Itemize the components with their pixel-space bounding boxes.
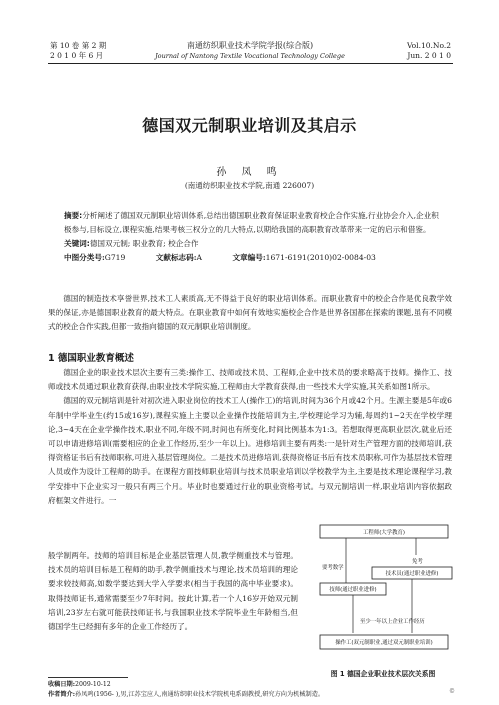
figure-1-caption: 图 1 德国企业职业技术层次关系图 — [330, 670, 436, 678]
author-affiliation: (南通纺织职业技术学院,南通 226007) — [184, 181, 315, 190]
keywords-label: 关键词: — [64, 239, 90, 248]
issue-info-left — [50, 41, 106, 61]
author-bio-text: 孙凤鸣(1956- ),男,江苏宝应人,南通纺织职业技术学院机电系副教授,研究方向为机械制造。 — [75, 691, 325, 698]
label-min-one-year: 至少一年以上企业工作经历 — [360, 619, 425, 625]
clc-label: 中图分类号: — [64, 253, 105, 262]
article-no-value: 1671-6191(2010)02-0084-03 — [265, 253, 376, 262]
abstract-text: 分析阐述了德国双元制职业培训体系,总结出德国职业教育保证职业教育校企合作实施,行业协会介入,企业积极参与,目标设立,课程实施,结果考核三权分立的几大特点,以期给我国的高职教育改革带来一定的启示和借鉴。 — [64, 211, 439, 234]
journal-name-cn: 南通纺织职业技术学院学报(综合版) — [186, 41, 314, 50]
clc-value: G719 — [104, 253, 126, 262]
left-column-text — [48, 549, 298, 634]
box-technician-label: 技术员(通过职业进修) — [385, 571, 439, 577]
received-date: 2009-10-12 — [75, 681, 111, 688]
header-rule — [48, 63, 453, 64]
section-1-paragraph-1: 德国企业的职业技术层次主要有三类:操作工、技师或技术员、工程师,企业中技术员的要求略高于技师。操作工、技师或技术员通过职业教育获得,由职业技术学院实施,工程师由大学教育获得,由一些技术大学实施,其关系如图1所示。 — [48, 368, 452, 392]
article-author: 孙 凤 鸣 — [216, 167, 283, 178]
running-header — [0, 0, 499, 62]
received-label: 收稿日期: — [48, 681, 76, 688]
keywords-text: 德国双元制; 职业教育; 校企合作 — [89, 239, 199, 248]
doc-code-value: A — [196, 253, 203, 262]
figure-1-diagram — [316, 523, 454, 668]
abstract-label: 摘要: — [64, 211, 83, 220]
keywords-line — [64, 237, 439, 251]
issue-info-right — [407, 41, 451, 61]
article-no-label: 文章编号: — [232, 253, 266, 262]
box-master-label: 技师(通过职业进修) — [329, 587, 377, 593]
publication-date-cn: 2 0 1 0 年 6 月 — [50, 51, 104, 60]
abstract-block — [64, 209, 439, 265]
intro-paragraph: 德国的制造技术享誉世界,技术工人素质高,无不得益于良好的职业培训体系。而职业教育中的校企合作是优良教学效果的保证,亦是德国职业教育的最大特点。在职业教育中如何有效地实施校企合作是世界各国都在探索的课题,虽有不同模式的校企合作实践,但都一致指向德国的双元制职业培训制度。 — [48, 294, 452, 332]
volume-issue: 第 10 卷 第 2 期 — [50, 41, 107, 50]
received-date-line — [48, 680, 458, 690]
doc-code-label: 文献标志码: — [155, 253, 197, 262]
page-stamp: © — [449, 688, 455, 695]
publication-date-en: Jun. 2 0 1 0 — [407, 51, 451, 60]
box-worker-label: 操作工(双元制职业,通过双元制职业培训) — [335, 640, 433, 646]
label-exempt: 免考 — [412, 559, 423, 565]
label-math-required: 要考数学 — [322, 565, 344, 571]
author-bio-label: 作者简介: — [48, 691, 76, 698]
section-1-paragraph-2: 德国的双元制培训是针对初次进入职业岗位的技术工人(操作工)的培训,时间为36个月或42个月。生源主要是5年或6年制中学毕业生(约15或16岁),课程实施上主要以企业操作技能培训为主,学校理论学习为辅,每周约1~2天在学校学理论,3~4天在企业学操作技术,职业不同,年级不同,时间也有所变化,时间比例基本为1:3。若想取得更高职业层次,就业后还可以申请进修培训(需要相应的企业工作经历,至少一年以上)。进修培训主要有两类:一是针对生产管理方面的技师培训,获得资格证书后有技师职称,可进入基层管理岗位。二是技术员进修培训,获得资格证书后有技术员职称,可作为基层技术管理人员或作为设计工程师的助手。在课程方面技师职业培训与技术员职业培训以学校教学为主,主要是技术理论课程学习,教学安排中下企业实习一般只有两三个月。毕业时也要通过行业的职业资格考试。与双元制培训一样,职业培训内容依据政府框架文件进行。一 — [48, 396, 452, 505]
volume-issue-en: Vol.10.No.2 — [406, 41, 451, 50]
section-1-heading: 1 德国职业教育概述 — [48, 353, 134, 364]
article-title: 德国双元制职业培训及其启示 — [142, 116, 357, 135]
journal-name — [140, 41, 360, 61]
box-engineer-label: 工程师(大学教育) — [363, 530, 405, 536]
section-1-body — [48, 366, 452, 508]
footnote-block — [48, 680, 458, 700]
footnote-rule — [48, 677, 128, 678]
classification-line — [64, 251, 439, 265]
journal-name-en: Journal of Nantong Textile Vocational Technology College — [155, 52, 345, 60]
abstract-paragraph — [64, 209, 439, 237]
left-column-paragraph: 般学制两年。技师的培训目标是企业基层管理人员,教学侧重技术与管理。技术员的培训目标是工程师的助手,教学侧重技术与理论,技术员培训的理论要求较技师高,如数学要达到大学入学要求(相当于我国的高中毕业要求)。取得技师证书,通常需要至少7年时间。按此计算,若一个人16岁开始双元制培训,23岁左右就可能获技师证书,与我国职业技术学院毕业生年龄相当,但德国学生已经拥有多年的企业工作经历了。 — [48, 551, 298, 632]
intro-section — [48, 292, 452, 335]
author-bio-line — [48, 690, 458, 700]
